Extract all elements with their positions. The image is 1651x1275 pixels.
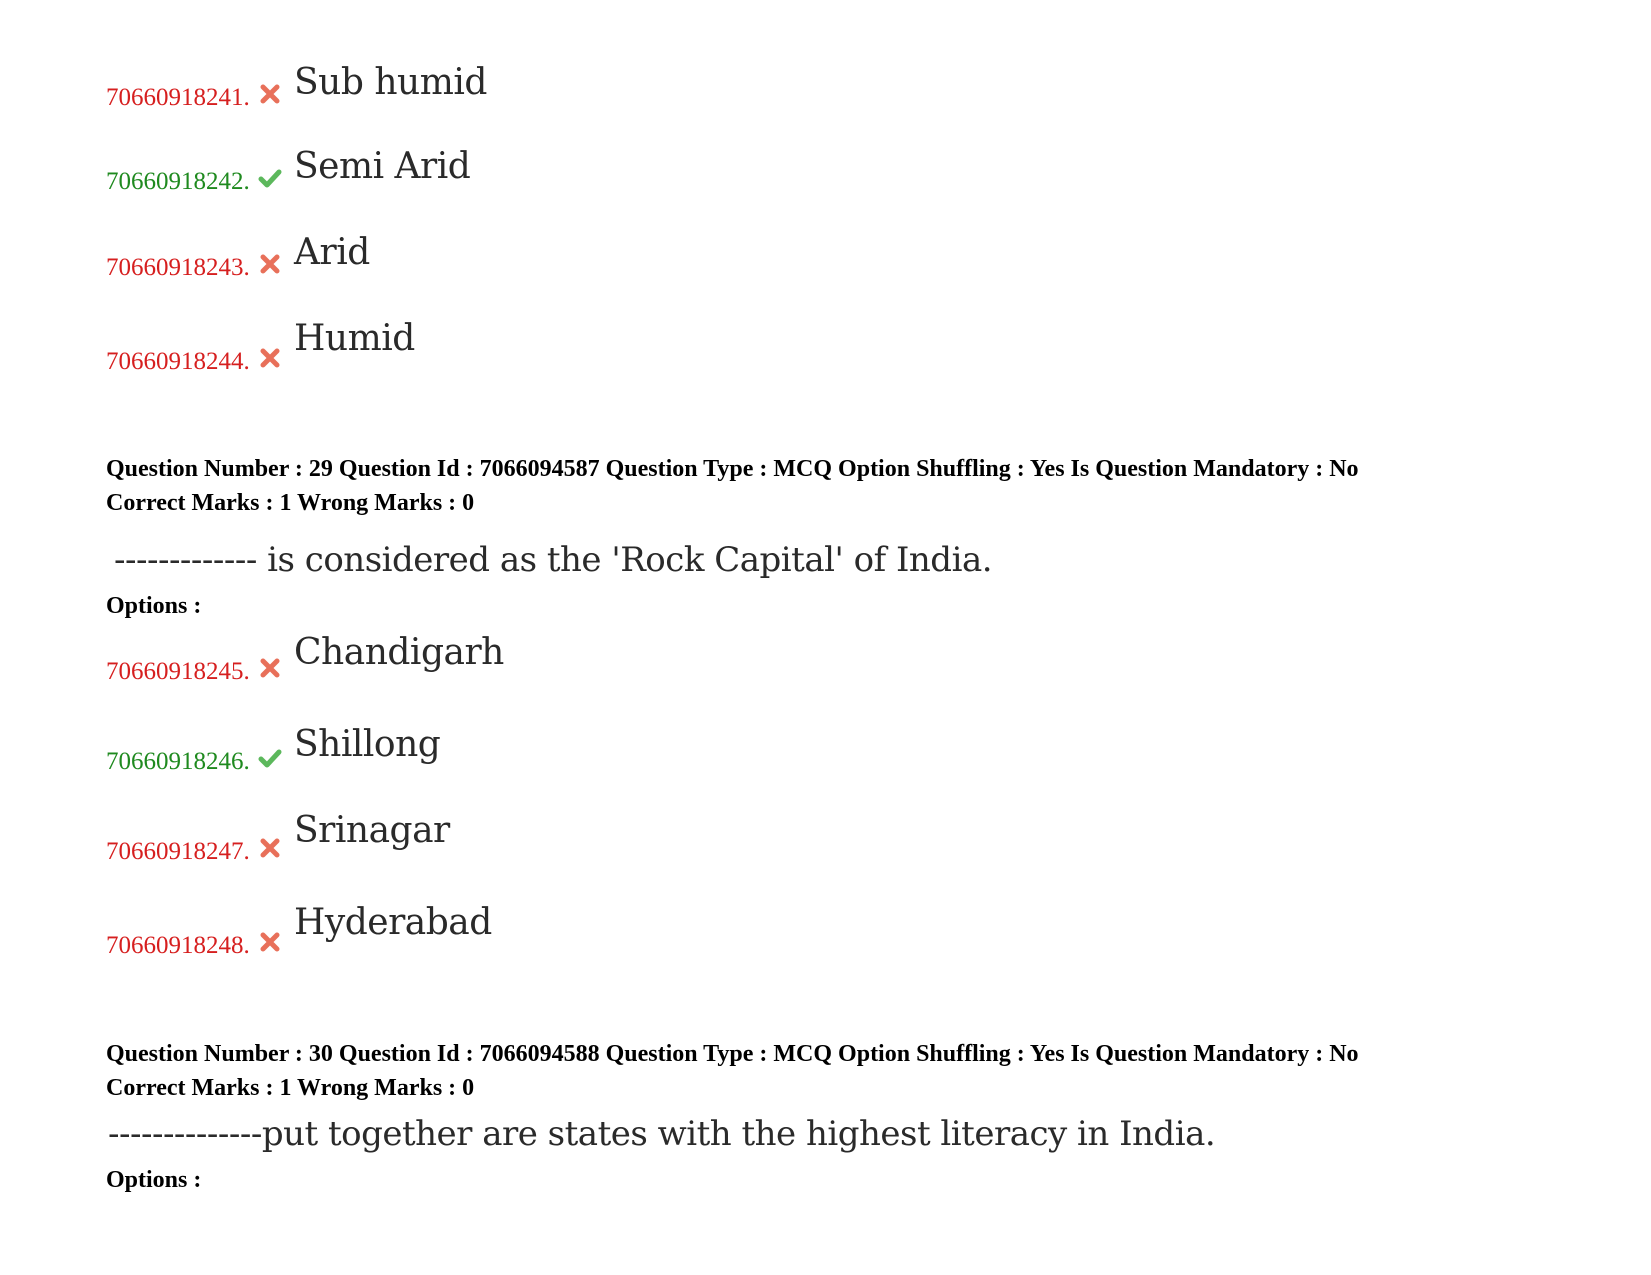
check-icon: [258, 166, 282, 190]
options-label: Options :: [106, 593, 202, 619]
option-id: 70660918246.: [106, 748, 250, 775]
option-id: 70660918241.: [106, 84, 250, 111]
cross-icon: [258, 346, 282, 370]
option-id: 70660918242.: [106, 168, 250, 195]
question-text: --------------put together are states with the highest literacy in India.: [108, 1114, 1216, 1154]
question-meta: Question Number : 29 Question Id : 7066094587 Question Type : MCQ Option Shuffling : Yes Is Question Mandatory : No: [106, 456, 1359, 482]
option-text: Humid: [294, 318, 415, 359]
marks-meta: Correct Marks : 1 Wrong Marks : 0: [106, 1075, 475, 1101]
question-text: ------------- is considered as the 'Rock Capital' of India.: [114, 540, 993, 580]
question-meta: Question Number : 30 Question Id : 7066094588 Question Type : MCQ Option Shuffling : Yes Is Question Mandatory : No: [106, 1041, 1359, 1067]
option-text: Srinagar: [294, 810, 450, 851]
option-text: Semi Arid: [294, 146, 471, 187]
option-text: Sub humid: [294, 62, 487, 103]
cross-icon: [258, 836, 282, 860]
option-text: Chandigarh: [294, 632, 504, 673]
options-label: Options :: [106, 1167, 202, 1193]
option-id: 70660918248.: [106, 932, 250, 959]
marks-meta: Correct Marks : 1 Wrong Marks : 0: [106, 490, 475, 516]
cross-icon: [258, 82, 282, 106]
option-id: 70660918247.: [106, 838, 250, 865]
option-text: Hyderabad: [294, 902, 492, 943]
option-text: Arid: [294, 232, 370, 273]
option-id: 70660918243.: [106, 254, 250, 281]
option-id: 70660918245.: [106, 658, 250, 685]
option-text: Shillong: [294, 724, 441, 765]
cross-icon: [258, 656, 282, 680]
check-icon: [258, 746, 282, 770]
cross-icon: [258, 252, 282, 276]
option-id: 70660918244.: [106, 348, 250, 375]
cross-icon: [258, 930, 282, 954]
